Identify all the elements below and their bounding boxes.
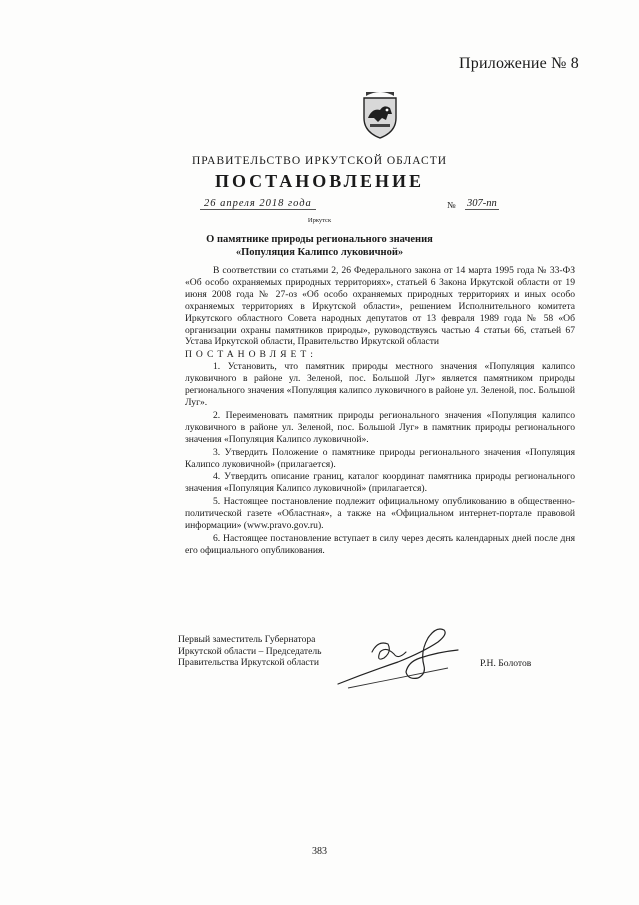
coat-of-arms-icon bbox=[360, 88, 400, 140]
signatory-title-line-1: Первый заместитель Губернатора bbox=[178, 634, 316, 645]
date-number-line bbox=[200, 198, 500, 214]
number-prefix: № bbox=[447, 200, 456, 210]
document-date: 26 апреля 2018 года bbox=[200, 198, 316, 210]
signatory-title-line-2: Иркутской области – Председатель bbox=[178, 645, 322, 657]
preamble-paragraph: В соответствии со статьями 2, 26 Федерального закона от 14 марта 1995 года № 33-ФЗ «Об особо охраняемых природных территориях», статьей 6 Закона Иркутской области от 19 июня 2008 года № 27-оз «Об особо охраняемых природных территориях и иных особо охраняемых территориях в Иркутской области», решением Исполнительного комитета Иркутского областного Совета народных депутатов от 13 февраля 1989 года № 58 «Об организации охраны памятников природы», руководствуясь частью 4 статьи 66, статьей 67 Устава Иркутской области, Правительство Иркутской области bbox=[185, 265, 575, 348]
item-paragraph: 1. Установить, что памятник природы местного значения «Популяция калипсо луковичного в районе ул. Зеленой, пос. Большой Луг» является памятником природы регионального значения «Популяция калипсо луковичного в районе ул. Зеленой, пос. Большой Луг». bbox=[185, 361, 575, 408]
handwritten-signature bbox=[328, 622, 478, 692]
item-paragraph: 3. Утвердить Положение о памятнике природы регионального значения «Популяция Калипсо луковичной» (прилагается). bbox=[185, 446, 575, 470]
item-paragraph: 4. Утвердить описание границ, каталог координат памятника природы регионального значения «Популяция Калипсо луковичной» (прилагается). bbox=[185, 471, 575, 495]
city-name: Иркутск bbox=[307, 217, 332, 224]
document-body bbox=[185, 265, 575, 558]
item-paragraph: 2. Переименовать памятник природы регионального значения «Популяция калипсо луковичного в районе ул. Зеленой, пос. Большой Луг» в памятник природы регионального значения «Популяция Калипсо луковичной». bbox=[185, 409, 575, 445]
page-number: 383 bbox=[312, 846, 327, 857]
document-type: ПОСТАНОВЛЕНИЕ bbox=[214, 171, 425, 191]
appendix-label: Приложение № 8 bbox=[459, 55, 579, 72]
resolves-heading: ПОСТАНОВЛЯЕТ: bbox=[185, 349, 317, 361]
title-line-2: «Популяция Калипсо луковичной» bbox=[235, 247, 404, 258]
government-name: ПРАВИТЕЛЬСТВО ИРКУТСКОЙ ОБЛАСТИ bbox=[191, 155, 448, 167]
document-title bbox=[0, 233, 639, 259]
item-paragraph: 6. Настоящее постановление вступает в силу через десять календарных дней после дня его официального опубликования. bbox=[185, 532, 575, 556]
signatory-name: Р.Н. Болотов bbox=[480, 658, 532, 669]
signatory-title-line-3: Правительства Иркутской области bbox=[178, 657, 319, 668]
signature-block bbox=[178, 634, 578, 714]
item-paragraph: 5. Настоящее постановление подлежит официальному опубликованию в общественно-политической газете «Областная», а также на «Официальном интернет-портале правовой информации» (www.pravo.gov.ru). bbox=[185, 496, 575, 532]
title-line-1: О памятнике природы регионального значения bbox=[206, 234, 433, 245]
document-number: 307-пп bbox=[465, 198, 499, 210]
